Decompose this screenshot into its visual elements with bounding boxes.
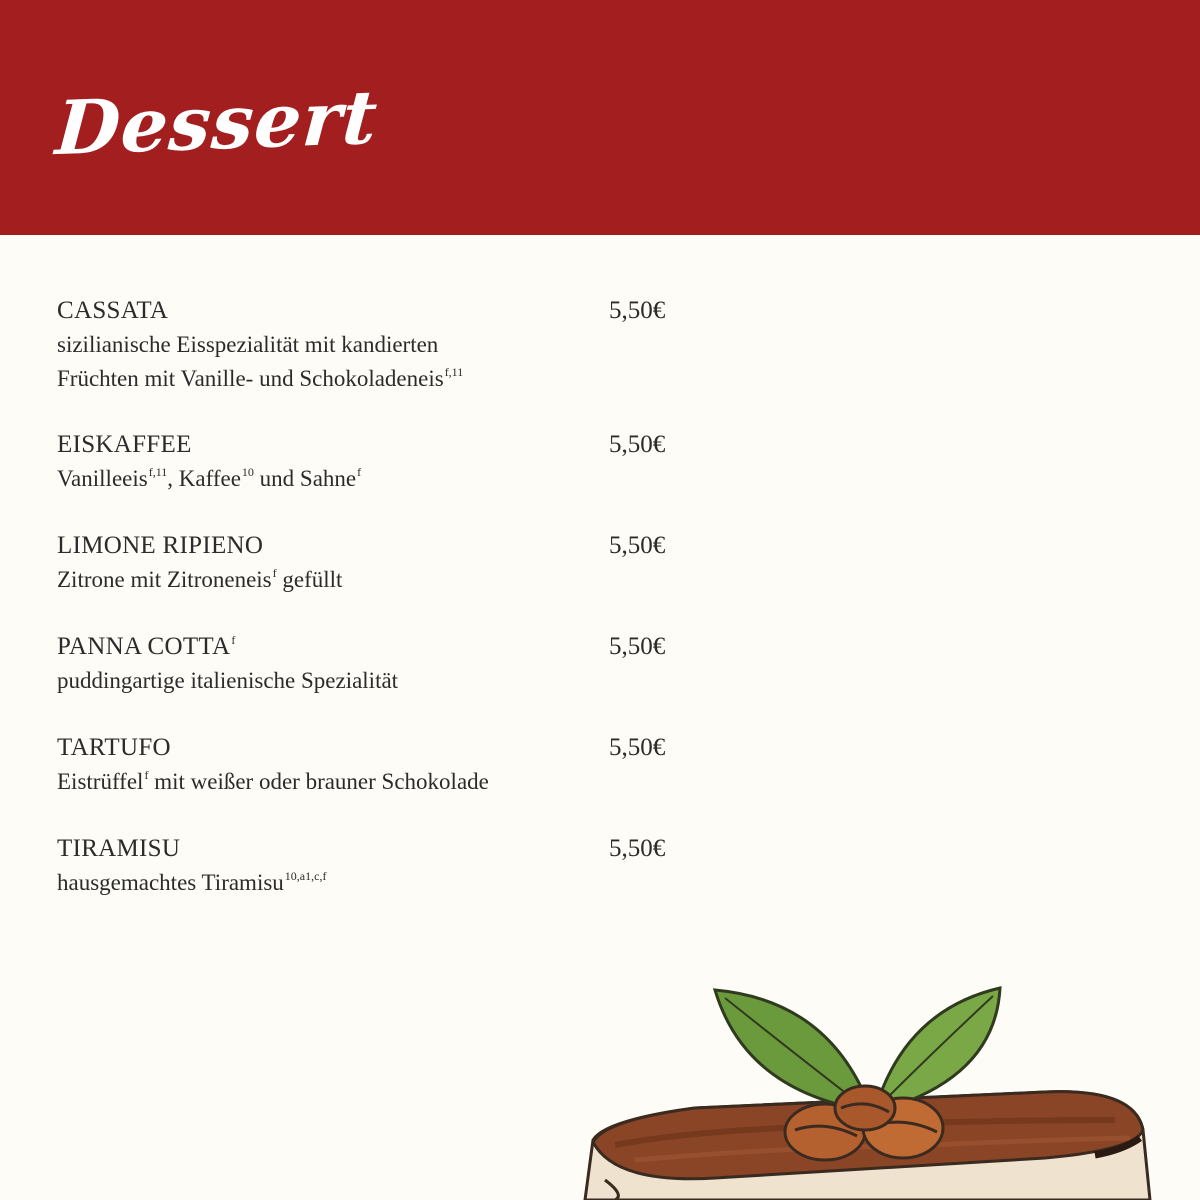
item-description <box>57 462 697 496</box>
allergen-code: f <box>272 566 277 580</box>
allergen-code: f <box>144 768 149 782</box>
desc-text: , Kaffee <box>167 466 241 491</box>
item-description <box>57 765 697 799</box>
header-band <box>0 0 1200 235</box>
menu-item-tartufo <box>57 731 697 832</box>
menu-item-eiskaffee <box>57 428 697 529</box>
desc-text: Zitrone mit Zitroneneis <box>57 567 272 592</box>
item-description: sizilianische Eisspezialität mit kandierten <box>57 332 439 357</box>
item-description <box>57 866 697 900</box>
allergen-code: 10 <box>241 465 254 479</box>
menu-list <box>57 294 697 933</box>
item-name-wrap <box>57 630 697 664</box>
item-description: puddingartige italienische Spezialität <box>57 668 399 693</box>
item-name: PANNA COTTA <box>57 633 231 660</box>
tiramisu-illustration <box>575 980 1155 1200</box>
item-price: 5,50€ <box>609 532 666 559</box>
desc-text: gefüllt <box>276 567 343 592</box>
item-price: 5,50€ <box>609 734 666 761</box>
item-description <box>57 563 697 597</box>
menu-item-tiramisu <box>57 832 697 933</box>
item-price: 5,50€ <box>609 835 666 862</box>
desc-text: hausgemachtes Tiramisu <box>57 870 284 895</box>
item-price: 5,50€ <box>609 297 666 324</box>
item-name: LIMONE RIPIENO <box>57 532 264 559</box>
desc-text: Früchten mit Vanille- und Schokoladeneis <box>57 366 444 391</box>
item-name: TARTUFO <box>57 734 171 761</box>
menu-item-panna-cotta <box>57 630 697 731</box>
allergen-code: f,11 <box>444 365 464 379</box>
desc-text: und Sahne <box>253 466 357 491</box>
desc-text: mit weißer oder brauner Schokolade <box>148 769 489 794</box>
item-name: CASSATA <box>57 297 169 324</box>
allergen-code: f <box>357 465 362 479</box>
allergen-code: f <box>231 633 236 647</box>
desc-text: Eistrüffel <box>57 769 144 794</box>
allergen-code: 10,a1,c,f <box>284 869 327 883</box>
allergen-code: f,11 <box>148 465 168 479</box>
item-price: 5,50€ <box>609 431 666 458</box>
menu-item-limone-ripieno <box>57 529 697 630</box>
item-name: TIRAMISU <box>57 835 181 862</box>
page-title: Dessert <box>52 74 381 173</box>
menu-item-cassata <box>57 294 697 428</box>
item-name: EISKAFFEE <box>57 431 192 458</box>
item-description <box>57 362 697 396</box>
desc-text: Vanilleeis <box>57 466 148 491</box>
item-price: 5,50€ <box>609 633 666 660</box>
